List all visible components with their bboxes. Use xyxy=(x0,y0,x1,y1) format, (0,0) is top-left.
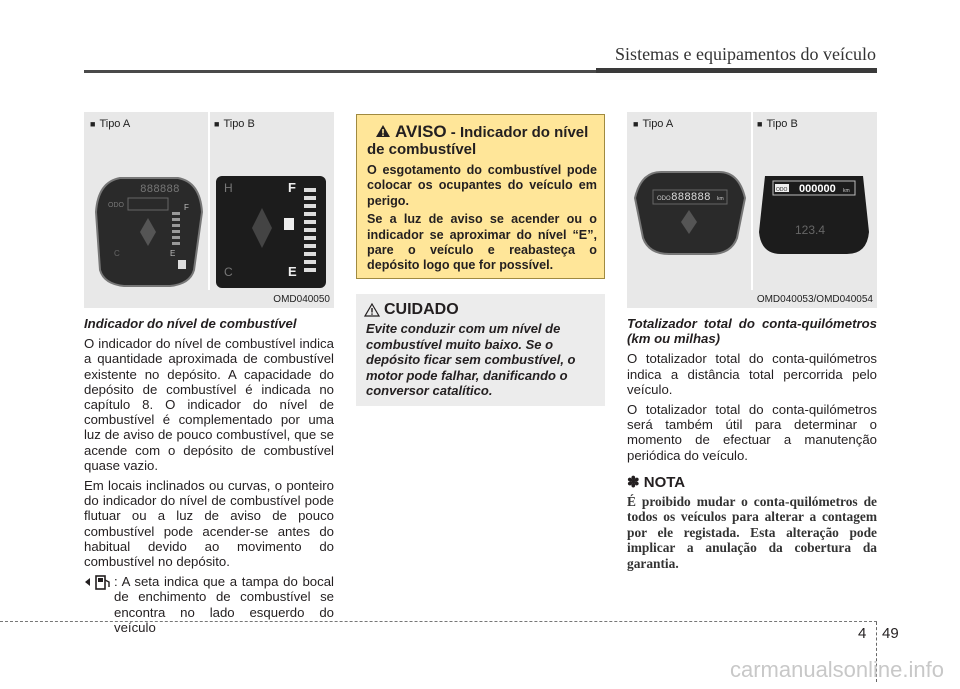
odo-b-unit: km xyxy=(843,188,850,194)
gauge-b-e: E xyxy=(288,264,297,279)
nota-text: É proibido mudar o conta-quilómetros de todos os veículos para alterar a contagem por ele registada. Esta alteração pode implicar a anulação da cobertura da garantia. xyxy=(627,494,877,571)
header-rule-accent xyxy=(596,68,877,73)
warning-paragraph: Se a luz de aviso se acender ou o indicador se aproximar do nível “E”, pare o veículo e reabasteça o depósito logo que for possível. xyxy=(367,212,597,273)
gauge-b-f: F xyxy=(288,180,296,195)
paragraph: O totalizador total do conta-quilómetros será também útil para determinar o momento de efectuar a manutenção periódica do veículo. xyxy=(627,402,877,463)
gauge-a-odo: ODO xyxy=(108,202,124,209)
section-heading: Totalizador total do conta-quilómetros (km ou milhas) xyxy=(627,316,877,347)
symbol-description: : A seta indica que a tampa do bocal de enchimento de combustível se encontra no lado esquerdo do veículo xyxy=(114,574,334,635)
odo-b-second: 123.4 xyxy=(795,223,826,237)
figure-divider xyxy=(208,112,210,290)
figure-fuel-gauge xyxy=(84,112,334,308)
figure-divider xyxy=(751,112,753,290)
gauge-a-c: C xyxy=(114,249,120,258)
gauge-a-digits: 888888 xyxy=(140,184,180,196)
paragraph: O totalizador total do conta-quilómetros indica a distância total percorrida pelo veículo. xyxy=(627,351,877,397)
page-number: 49 xyxy=(882,625,899,642)
header-title: Sistemas e equipamentos do veículo xyxy=(615,44,876,64)
watermark: carmanualsonline.info xyxy=(729,657,944,682)
label-tipo-a: ■ Tipo A xyxy=(633,118,673,130)
footer-rule xyxy=(0,621,877,622)
figure-odometer xyxy=(627,112,877,308)
gauge-a-e: E xyxy=(170,249,176,258)
right-column xyxy=(627,316,877,571)
figure-code: OMD040053/OMD040054 xyxy=(756,294,873,305)
caution-box xyxy=(356,294,605,406)
caution-triangle-icon xyxy=(364,303,380,317)
section-heading: Indicador do nível de combustível xyxy=(84,316,297,331)
gauge-b-h: H xyxy=(224,181,233,195)
caution-text: Evite conduzir com um nível de combustível muito baixo. Se o depósito ficar sem combustível, o motor pode falhar, danificando o conversor catalítico. xyxy=(366,321,576,399)
gauge-type-a xyxy=(90,172,206,292)
figure-code: OMD040050 xyxy=(273,294,330,305)
warning-title xyxy=(367,123,597,158)
warning-paragraph: O esgotamento do combustível pode colocar os ocupantes do veículo em perigo. xyxy=(367,163,597,208)
odo-a-digits: 888888 xyxy=(671,192,711,204)
odometer-type-a xyxy=(631,168,749,258)
paragraph: O indicador do nível de combustível indica a quantidade aproximada de combustível existente no depósito. A capacidade do depósito de combustível é indicada no capítulo 8. O indicador do nível de combustível é complementado por uma luz de aviso de pouco combustível, que se acende com o depósito de combustível quase vazio. xyxy=(84,336,334,473)
label-tipo-b: ■ Tipo B xyxy=(757,118,798,130)
fuel-door-arrow-icon xyxy=(84,574,112,590)
label-tipo-a: ■ Tipo A xyxy=(90,118,130,130)
caution-title: CUIDADO xyxy=(384,301,459,318)
caution-title-row xyxy=(384,302,598,317)
odometer-type-b xyxy=(755,172,873,258)
paragraph: Em locais inclinados ou curvas, o ponteiro do indicador do nível de combustível pode flutuar ou a luz de aviso de pouco combustível pode acender-se antes do habitual devido ao movimento do combustível no depósito. xyxy=(84,478,334,570)
odo-a-label: ODO xyxy=(657,196,671,202)
left-column xyxy=(84,316,334,635)
nota-title: ✽ NOTA xyxy=(627,473,686,491)
odo-a-unit: km xyxy=(717,196,724,202)
chapter-number: 4 xyxy=(858,625,867,642)
label-tipo-b: ■ Tipo B xyxy=(214,118,255,130)
warning-title-main: AVISO xyxy=(395,122,447,141)
odo-b-label: ODO xyxy=(776,187,788,193)
gauge-a-f: F xyxy=(184,203,189,212)
warning-box xyxy=(356,114,605,279)
warning-triangle-icon xyxy=(375,124,391,138)
gauge-b-c: C xyxy=(224,265,233,279)
symbol-line xyxy=(84,574,334,635)
gauge-type-b xyxy=(212,172,330,292)
warning-title-rest: - Indicador do nível de combustível xyxy=(367,124,589,158)
odo-b-digits: 000000 xyxy=(799,183,836,195)
